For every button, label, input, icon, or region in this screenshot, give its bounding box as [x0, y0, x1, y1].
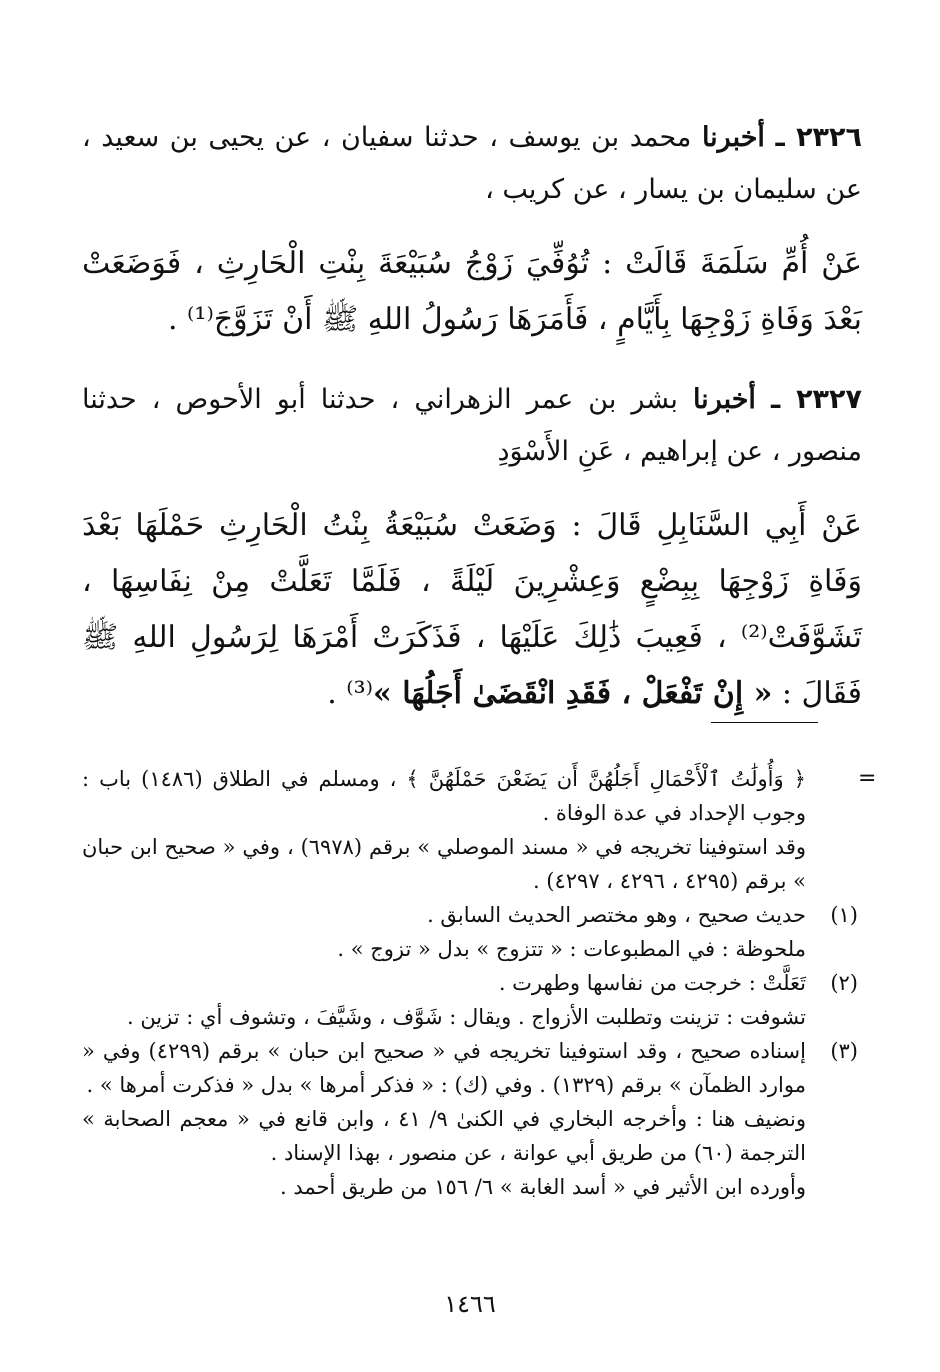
footnote-2: [82, 966, 858, 1034]
footnote-body: [82, 898, 806, 966]
hadith-2327-matn: [82, 498, 862, 722]
hadith-2327-isnad: [82, 374, 862, 478]
footnote-line: ﴿ وَأُولَٰتُ ٱلْأَحْمَالِ أَجَلُهُنَّ أَن يَضَعْنَ حَمْلَهُنَّ ﴾ ، ومسلم في الطلاق (١٤٨٦) باب : وجوب الإحداد في عدة الوفاة .: [82, 767, 806, 825]
footnote-line: تَعَلَّتْ : خرجت من نفاسها وطهرت .: [498, 971, 806, 995]
isnad-text: محمد بن يوسف ، حدثنا سفيان ، عن يحيى بن سعيد ، عن سليمان بن يسار ، عن كريب ،: [82, 122, 862, 205]
footnote-line: ونضيف هنا : وأخرجه البخاري في الكنىٰ ٩/ ٤١ ، وابن قانع في « معجم الصحابة » الترجمة (٦٠) من طريق أبي عوانة ، عن منصور ، بهذا الإسناد .: [82, 1107, 806, 1165]
hadith-number: ٢٣٢٦ ـ: [775, 122, 862, 153]
footnote-line: تشوفت : تزينت وتطلبت الأزواج . ويقال : شَوَّف ، وشَيَّفَ ، وتشوف أي : تزين .: [126, 1005, 806, 1029]
matn-text: عَنْ أَبِي السَّنَابِلِ قَالَ : وَضَعَتْ سُبَيْعَةُ بِنْتُ الْحَارِثِ حَمْلَهَا بَعْدَ وَفَاةِ زَوْجِهَا بِبِضْعٍ وَعِشْرِينَ لَيْلَةً ، فَلَمَّا تَعَلَّتْ مِنْ نِفَاسِهَا ، تَشَوَّفَتْ⁽²⁾ ، فَعِيبَ ذَٰلِكَ عَلَيْهَا ، فَذَكَرَتْ أَمْرَهَا لِرَسُولِ اللهِ ﷺ فَقَالَ :: [82, 508, 862, 711]
footnote-line: حديث صحيح ، وهو مختصر الحديث السابق .: [427, 903, 806, 927]
prophet-quote: « إِنْ تَفْعَلْ ، فَقَدِ انْقَضَىٰ أَجَلُهَا »: [373, 676, 773, 711]
footnotes-section: [82, 762, 858, 1204]
page-number: ١٤٦٦: [444, 1290, 496, 1318]
isnad-text: بشر بن عمر الزهراني ، حدثنا أبو الأحوص ، حدثنا منصور ، عن إبراهيم ، عَنِ الأَسْوَدِ: [82, 384, 862, 467]
footnote-1: [82, 898, 858, 966]
footnote-number: (١): [830, 903, 858, 927]
footnote-line: وقد استوفينا تخريجه في « مسند الموصلي » برقم (٦٩٧٨) ، وفي « صحيح ابن حبان » برقم (٤٢٩٥ ، ٤٢٩٦ ، ٤٢٩٧) .: [82, 835, 806, 893]
akhbarana-word: أخبرنا: [701, 122, 765, 153]
footnote-body: [82, 762, 806, 898]
footnote-3: [82, 1034, 858, 1204]
footnote-continuation: [82, 762, 858, 898]
footnote-number: [806, 762, 858, 898]
hadith-2326-isnad: [82, 112, 862, 216]
footnote-line: وأورده ابن الأثير في « أسد الغابة » ٦/ ١٥٦ من طريق أحمد .: [280, 1175, 806, 1199]
footnote-line: إسناده صحيح ، وقد استوفينا تخريجه في « صحيح ابن حبان » برقم (٤٢٩٩) وفي « موارد الظمآن » برقم (١٣٢٩) . وفي (ك) : « فذكر أمرها » بدل « فذكرت أمرها » .: [82, 1039, 806, 1097]
hadith-2326-matn: [82, 236, 862, 348]
footnote-line: ملحوظة : في المطبوعات : « تتزوج » بدل « تزوج » .: [337, 937, 806, 961]
matn-text: عَنْ أُمِّ سَلَمَةَ قَالَتْ : تُوُفِّيَ زَوْجُ سُبَيْعَةَ بِنْتِ الْحَارِثِ ، فَوَضَعَتْ بَعْدَ وَفَاةِ زَوْجِهَا بِأَيَّامٍ ، فَأَمَرَهَا رَسُولُ اللهِ ﷺ أَنْ تَزَوَّجَ⁽¹⁾ .: [82, 246, 862, 337]
footnote-body: [82, 966, 806, 1034]
footnote-divider: [711, 722, 818, 723]
footnote-continuation-mark: =: [858, 766, 877, 791]
hadith-number: ٢٣٢٧ ـ: [770, 384, 862, 415]
footnote-number: (٣): [830, 1039, 858, 1063]
matn-end: ⁽³⁾ .: [327, 676, 374, 711]
akhbarana-word: أخبرنا: [692, 384, 756, 415]
footnote-body: [82, 1034, 806, 1204]
footnote-number: (٢): [830, 971, 858, 995]
